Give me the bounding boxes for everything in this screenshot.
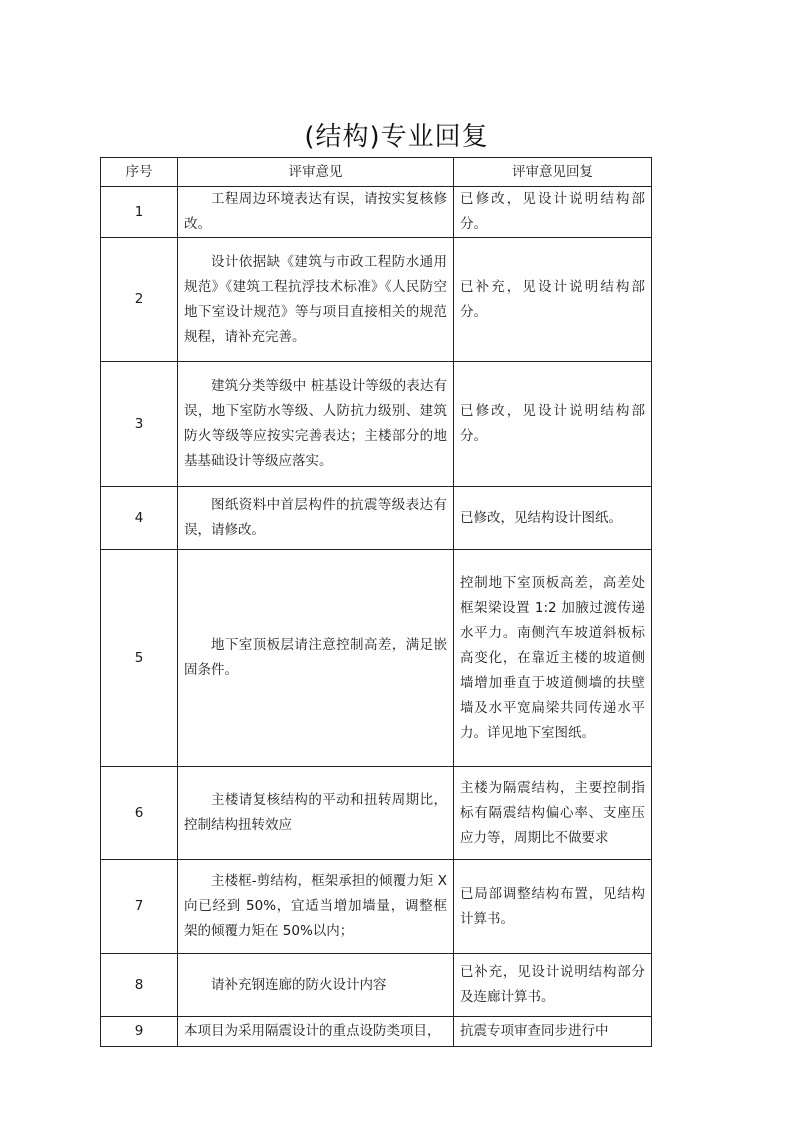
row-number: 5: [101, 550, 178, 767]
review-reply: 已局部调整结构布置，见结构计算书。: [454, 860, 652, 954]
table-header-row: [101, 158, 652, 187]
row-number: 6: [101, 767, 178, 860]
row-number: 1: [101, 187, 178, 238]
page-title: (结构)专业回复: [304, 122, 489, 152]
row-number: 9: [101, 1017, 178, 1047]
review-opinion: 本项目为采用隔震设计的重点设防类项目，: [178, 1017, 454, 1047]
row-number: 4: [101, 487, 178, 550]
review-reply: 已补充，见设计说明结构部分。: [454, 238, 652, 362]
table-row: [101, 767, 652, 860]
table-row: [101, 860, 652, 954]
header-no: 序号: [101, 158, 178, 187]
review-opinion: 工程周边环境表达有误，请按实复核修改。: [178, 187, 454, 238]
review-reply: 控制地下室顶板高差，高差处框架梁设置 1:2 加腋过渡传递水平力。南侧汽车坡道斜板标高变化，在靠近主楼的坡道侧墙增加垂直于坡道侧墙的扶壁墙及水平宽扁梁共同传递水平力。详见地下室图纸。: [454, 550, 652, 767]
table-row: [101, 238, 652, 362]
review-opinion: 建筑分类等级中 桩基设计等级的表达有误，地下室防水等级、人防抗力级别、建筑防火等级等应按实完善表达；主楼部分的地基基础设计等级应落实。: [178, 362, 454, 487]
row-number: 7: [101, 860, 178, 954]
review-reply: 已补充，见设计说明结构部分及连廊计算书。: [454, 954, 652, 1017]
table-row: [101, 487, 652, 550]
row-number: 3: [101, 362, 178, 487]
row-number: 8: [101, 954, 178, 1017]
review-reply: 主楼为隔震结构，主要控制指标有隔震结构偏心率、支座压应力等，周期比不做要求: [454, 767, 652, 860]
review-reply: 已修改，见设计说明结构部分。: [454, 187, 652, 238]
review-opinion: 图纸资料中首层构件的抗震等级表达有误，请修改。: [178, 487, 454, 550]
table-row: [101, 1017, 652, 1047]
table-row: [101, 362, 652, 487]
review-opinion: 主楼请复核结构的平动和扭转周期比，控制结构扭转效应: [178, 767, 454, 860]
table-row: [101, 550, 652, 767]
header-opinion: 评审意见: [178, 158, 454, 187]
table-row: [101, 187, 652, 238]
review-reply: 抗震专项审查同步进行中: [454, 1017, 652, 1047]
row-number: 2: [101, 238, 178, 362]
header-reply: 评审意见回复: [454, 158, 652, 187]
review-reply: 已修改，见结构设计图纸。: [454, 487, 652, 550]
table-row: [101, 954, 652, 1017]
review-opinion: 地下室顶板层请注意控制高差，满足嵌固条件。: [178, 550, 454, 767]
review-reply: 已修改，见设计说明结构部分。: [454, 362, 652, 487]
review-opinion: 主楼框-剪结构，框架承担的倾覆力矩 X 向已经到 50%，宜适当增加墙量，调整框架的倾覆力矩在 50%以内；: [178, 860, 454, 954]
review-opinion: 请补充钢连廊的防火设计内容: [178, 954, 454, 1017]
review-opinion: 设计依据缺《建筑与市政工程防水通用规范》《建筑工程抗浮技术标准》《人民防空地下室设计规范》等与项目直接相关的规范规程，请补充完善。: [178, 238, 454, 362]
review-table: [100, 157, 652, 1047]
